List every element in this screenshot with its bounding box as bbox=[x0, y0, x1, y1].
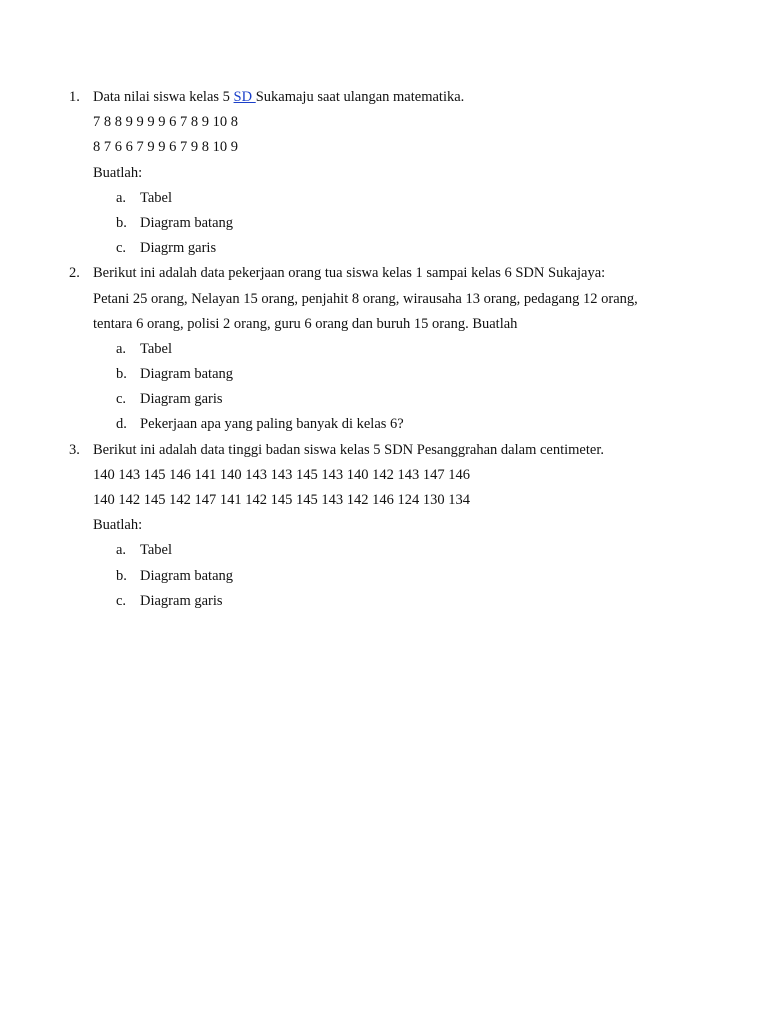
question-3-item-c bbox=[0, 589, 768, 614]
sd-link[interactable]: SD bbox=[233, 89, 256, 105]
item-text: Tabel bbox=[140, 189, 172, 206]
question-2-item-b bbox=[0, 362, 768, 387]
instruction-text: Buatlah: bbox=[93, 164, 143, 181]
question-2-data-line bbox=[0, 312, 768, 337]
question-1-text bbox=[93, 85, 464, 110]
item-letter: c. bbox=[116, 391, 127, 408]
item-text: Tabel bbox=[140, 542, 172, 559]
question-number: 2. bbox=[69, 265, 80, 282]
data-values: Petani 25 orang, Nelayan 15 orang, penjahit 8 orang, wirausaha 13 orang, pedagang 12 orang, bbox=[93, 290, 638, 307]
question-3-text: Berikut ini adalah data tinggi badan siswa kelas 5 SDN Pesanggrahan dalam centimeter. bbox=[93, 441, 604, 458]
item-letter: a. bbox=[116, 542, 127, 559]
data-values: 7 8 8 9 9 9 9 6 7 8 9 10 8 bbox=[93, 114, 238, 131]
question-3-intro bbox=[0, 438, 768, 463]
question-1-text-before-link: Data nilai siswa kelas 5 bbox=[93, 89, 234, 105]
question-2-item-c bbox=[0, 387, 768, 412]
question-1-data-line bbox=[0, 135, 768, 160]
question-number: 3. bbox=[69, 441, 80, 458]
item-letter: d. bbox=[116, 416, 127, 433]
item-text: Diagram batang bbox=[140, 366, 234, 383]
item-letter: c. bbox=[116, 592, 127, 609]
item-letter: a. bbox=[116, 340, 127, 357]
question-1-instruction bbox=[0, 161, 768, 186]
question-3-data-line bbox=[0, 463, 768, 488]
question-1-item-c bbox=[0, 236, 768, 261]
item-text: Diagram garis bbox=[140, 391, 223, 408]
item-text: Tabel bbox=[140, 340, 172, 357]
question-2-item-a bbox=[0, 337, 768, 362]
item-letter: b. bbox=[116, 567, 127, 584]
data-values: tentara 6 orang, polisi 2 orang, guru 6 orang dan buruh 15 orang. Buatlah bbox=[93, 315, 518, 332]
instruction-text: Buatlah: bbox=[93, 517, 143, 534]
question-3-item-a bbox=[0, 538, 768, 563]
question-1-item-b bbox=[0, 211, 768, 236]
item-letter: c. bbox=[116, 240, 127, 257]
item-letter: b. bbox=[116, 366, 127, 383]
question-3-instruction bbox=[0, 513, 768, 538]
item-letter: a. bbox=[116, 189, 127, 206]
item-text: Diagram garis bbox=[140, 592, 223, 609]
item-text: Pekerjaan apa yang paling banyak di kelas 6? bbox=[140, 416, 404, 433]
item-text: Diagram batang bbox=[140, 214, 234, 231]
question-3-data-line bbox=[0, 488, 768, 513]
item-text: Diagrm garis bbox=[140, 240, 217, 257]
question-2-item-d bbox=[0, 412, 768, 437]
question-1-intro bbox=[0, 85, 768, 110]
question-number: 1. bbox=[69, 89, 80, 105]
data-values: 140 143 145 146 141 140 143 143 145 143 140 142 143 147 146 bbox=[93, 466, 470, 483]
question-2-intro bbox=[0, 261, 768, 286]
item-letter: b. bbox=[116, 214, 127, 231]
question-1-data-line bbox=[0, 110, 768, 135]
question-3-item-b bbox=[0, 564, 768, 589]
document-page bbox=[0, 85, 768, 614]
question-1-item-a bbox=[0, 186, 768, 211]
question-2-text: Berikut ini adalah data pekerjaan orang tua siswa kelas 1 sampai kelas 6 SDN Sukajaya: bbox=[93, 265, 606, 282]
data-values: 8 7 6 6 7 9 9 6 7 9 8 10 9 bbox=[93, 139, 238, 156]
item-text: Diagram batang bbox=[140, 567, 234, 584]
question-2-data-line bbox=[0, 287, 768, 312]
data-values: 140 142 145 142 147 141 142 145 145 143 142 146 124 130 134 bbox=[93, 492, 470, 508]
question-1-text-after-link: Sukamaju saat ulangan matematika. bbox=[255, 89, 465, 105]
